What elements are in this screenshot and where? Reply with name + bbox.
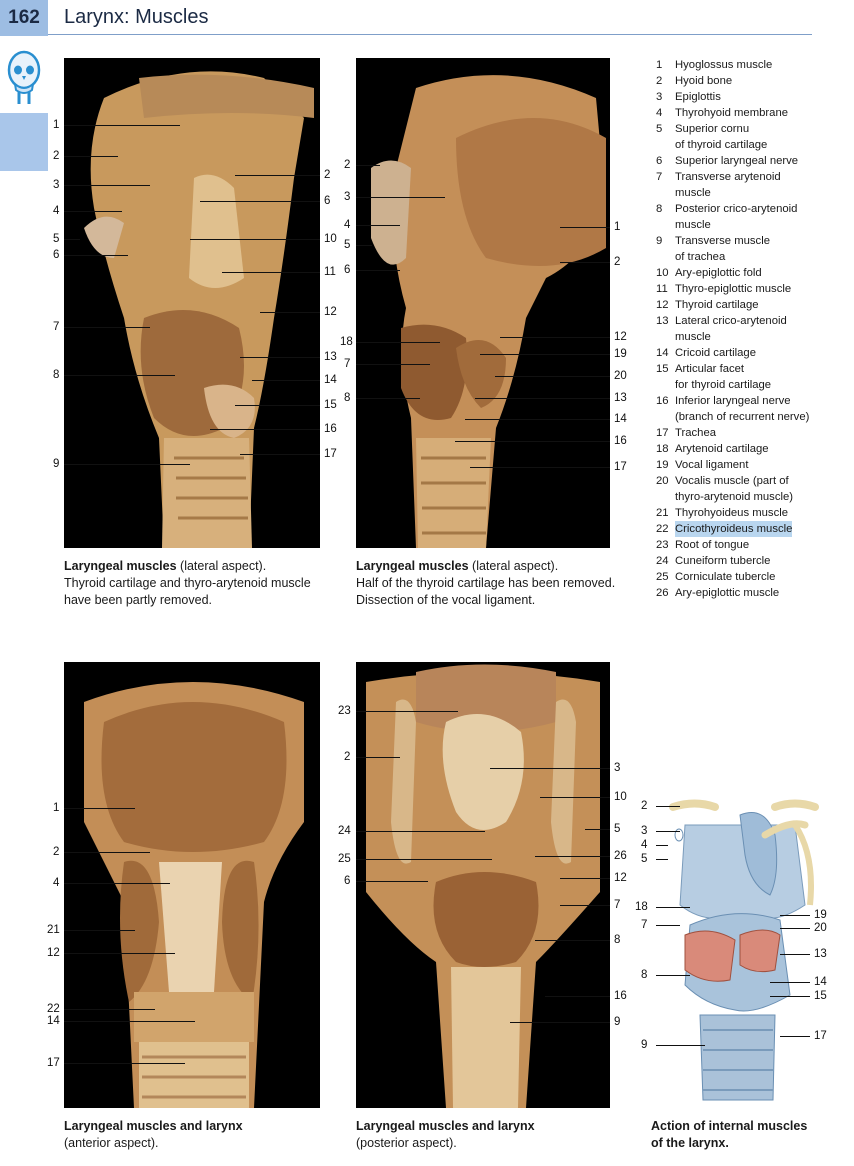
legend-text: Transverse arytenoid xyxy=(675,171,781,183)
leader-line xyxy=(64,1063,185,1064)
caption-4-line-1: (posterior aspect). xyxy=(356,1136,457,1150)
figure-label: 5 xyxy=(344,239,351,251)
figure-label: 6 xyxy=(344,875,351,887)
figure-label: 13 xyxy=(614,392,627,404)
leader-line xyxy=(64,239,80,240)
leader-line xyxy=(356,197,445,198)
figure-label: 2 xyxy=(614,256,621,268)
leader-line xyxy=(64,327,150,328)
leader-line xyxy=(356,757,400,758)
caption-5-bold: Action of internal muscles xyxy=(651,1119,808,1133)
caption-2-line-1: Half of the thyroid cartilage has been removed. xyxy=(356,576,616,590)
legend-item xyxy=(656,585,846,601)
legend-number: 1 xyxy=(656,59,663,71)
figure-label: 17 xyxy=(614,461,627,473)
caption-panel-5 xyxy=(651,1118,807,1152)
legend-item xyxy=(656,521,846,537)
figure-label: 25 xyxy=(338,853,351,865)
legend-number: 5 xyxy=(656,123,663,135)
legend-text: Thyro-epiglottic muscle xyxy=(675,283,792,295)
leader-line xyxy=(495,376,610,377)
legend-number: 2 xyxy=(656,75,663,87)
figure-label: 12 xyxy=(614,331,627,343)
legend-text: Hyoid bone xyxy=(675,75,733,87)
figure-label: 8 xyxy=(344,392,351,404)
legend-item xyxy=(656,265,846,281)
legend-item xyxy=(656,73,846,89)
figure-label: 15 xyxy=(814,990,827,1002)
legend-item xyxy=(656,89,846,105)
figure-label: 15 xyxy=(324,399,337,411)
leader-line xyxy=(770,996,810,997)
figure-label: 2 xyxy=(344,751,351,763)
legend-number: 15 xyxy=(656,363,669,375)
legend-text: Cricothyroideus muscle xyxy=(675,523,793,535)
legend-text: muscle xyxy=(675,187,711,199)
legend-number: 12 xyxy=(656,299,669,311)
legend-number: 6 xyxy=(656,155,663,167)
legend-text: muscle xyxy=(675,331,711,343)
caption-2-line-2: Dissection of the vocal ligament. xyxy=(356,593,536,607)
leader-line xyxy=(64,808,135,809)
legend-item xyxy=(656,121,846,153)
leader-line xyxy=(64,953,175,954)
leader-line xyxy=(465,419,610,420)
leader-line xyxy=(656,806,680,807)
figure-label: 13 xyxy=(324,351,337,363)
figure-label: 11 xyxy=(324,266,336,278)
leader-line xyxy=(656,845,668,846)
legend-number: 10 xyxy=(656,267,669,279)
leader-line xyxy=(356,225,400,226)
leader-line xyxy=(656,831,680,832)
legend-number: 9 xyxy=(656,235,663,247)
leader-line xyxy=(64,464,190,465)
figure-label: 12 xyxy=(614,872,627,884)
figure-label: 7 xyxy=(53,321,60,333)
leader-line xyxy=(64,852,150,853)
legend-text: Lateral crico-arytenoid xyxy=(675,315,787,327)
legend-item xyxy=(656,201,846,233)
leader-line xyxy=(235,175,320,176)
leader-line xyxy=(356,364,430,365)
figure-label: 4 xyxy=(53,205,60,217)
caption-panel-1 xyxy=(64,558,311,609)
legend-number: 24 xyxy=(656,555,669,567)
legend-item xyxy=(656,505,846,521)
leader-line xyxy=(656,859,668,860)
leader-line xyxy=(585,829,610,830)
leader-line xyxy=(356,831,485,832)
leader-line xyxy=(64,125,180,126)
legend-item xyxy=(656,473,846,505)
leader-line xyxy=(780,915,810,916)
leader-line xyxy=(356,342,440,343)
legend-item xyxy=(656,281,846,297)
figure-label: 9 xyxy=(614,1016,621,1028)
leader-line xyxy=(770,982,810,983)
figure-label: 2 xyxy=(53,150,60,162)
figure-label: 5 xyxy=(614,823,621,835)
figure-label: 7 xyxy=(344,358,351,370)
figure-label: 16 xyxy=(614,435,627,447)
legend-text: Epiglottis xyxy=(675,91,721,103)
leader-line xyxy=(656,925,680,926)
leader-line xyxy=(210,429,320,430)
figure-label: 7 xyxy=(641,919,648,931)
caption-1-rest: (lateral aspect). xyxy=(176,559,267,573)
legend-item xyxy=(656,313,846,345)
leader-line xyxy=(235,405,320,406)
legend-text: Vocal ligament xyxy=(675,459,749,471)
caption-1-line-1: Thyroid cartilage and thyro-arytenoid muscle xyxy=(64,576,311,590)
leader-line xyxy=(535,856,610,857)
legend-text: Cuneiform tubercle xyxy=(675,555,771,567)
figure-label: 6 xyxy=(344,264,351,276)
leader-line xyxy=(480,354,610,355)
figure-label: 14 xyxy=(47,1015,60,1027)
legend-item xyxy=(656,105,846,121)
photo-posterior xyxy=(356,662,610,1108)
figure-label: 2 xyxy=(641,800,648,812)
leader-line xyxy=(560,262,610,263)
legend-number: 3 xyxy=(656,91,663,103)
photo-lateral-2 xyxy=(356,58,610,548)
legend-text: Posterior crico-arytenoid xyxy=(675,203,798,215)
leader-line xyxy=(260,312,320,313)
legend-text: Ary-epiglottic muscle xyxy=(675,587,780,599)
figure-label: 7 xyxy=(614,899,621,911)
legend-item xyxy=(656,393,846,425)
caption-panel-3 xyxy=(64,1118,243,1152)
legend-text: Articular facet xyxy=(675,363,745,375)
legend-text: Transverse muscle xyxy=(675,235,771,247)
figure-label: 16 xyxy=(324,423,337,435)
figure-label: 14 xyxy=(324,374,337,386)
leader-line xyxy=(656,907,690,908)
legend-text: Vocalis muscle (part of xyxy=(675,475,789,487)
title-rule xyxy=(48,34,812,35)
figure-label: 17 xyxy=(47,1057,60,1069)
caption-2-rest: (lateral aspect). xyxy=(468,559,559,573)
leader-line xyxy=(200,201,320,202)
legend-text: muscle xyxy=(675,219,711,231)
legend-number: 16 xyxy=(656,395,669,407)
page-title: Larynx: Muscles xyxy=(64,6,209,28)
skull-icon xyxy=(6,48,42,106)
figure-label: 4 xyxy=(641,839,648,851)
leader-line xyxy=(190,239,320,240)
leader-line xyxy=(64,930,135,931)
legend-text: Arytenoid cartilage xyxy=(675,443,769,455)
legend-text: Superior cornu xyxy=(675,123,750,135)
leader-line xyxy=(64,883,170,884)
figure-label: 18 xyxy=(635,901,648,913)
figure-label: 16 xyxy=(614,990,627,1002)
caption-panel-4 xyxy=(356,1118,535,1152)
legend-item xyxy=(656,537,846,553)
leader-line xyxy=(780,1036,810,1037)
legend-number: 7 xyxy=(656,171,663,183)
figure-label: 2 xyxy=(324,169,331,181)
figure-label: 12 xyxy=(324,306,337,318)
leader-line xyxy=(356,711,458,712)
caption-2-bold: Laryngeal muscles xyxy=(356,559,469,573)
leader-line xyxy=(510,1022,610,1023)
figure-label: 22 xyxy=(47,1003,60,1015)
figure-label: 26 xyxy=(614,850,627,862)
figure-label: 2 xyxy=(53,846,60,858)
legend-text: Thyrohyoid membrane xyxy=(675,107,789,119)
legend-text: Thyroid cartilage xyxy=(675,299,759,311)
caption-1-bold: Laryngeal muscles xyxy=(64,559,177,573)
leader-line xyxy=(490,768,610,769)
figure-label: 3 xyxy=(344,191,351,203)
leader-line xyxy=(64,1021,195,1022)
legend-number: 17 xyxy=(656,427,669,439)
leader-line xyxy=(500,337,610,338)
figure-label: 12 xyxy=(47,947,60,959)
figure-label: 20 xyxy=(814,922,827,934)
legend-item xyxy=(656,297,846,313)
leader-line xyxy=(240,454,320,455)
leader-line xyxy=(780,928,810,929)
legend-text: (branch of recurrent nerve) xyxy=(675,411,810,423)
leader-line xyxy=(356,398,420,399)
leader-line xyxy=(545,996,610,997)
caption-3-line-1: (anterior aspect). xyxy=(64,1136,159,1150)
leader-line xyxy=(560,878,610,879)
legend-item xyxy=(656,569,846,585)
legend-number: 25 xyxy=(656,571,669,583)
figure-label: 8 xyxy=(641,969,648,981)
section-tab xyxy=(0,113,48,171)
caption-3-bold: Laryngeal muscles and larynx xyxy=(64,1119,243,1133)
illustration-internal-muscles xyxy=(655,795,820,1105)
leader-line xyxy=(560,905,610,906)
leader-line xyxy=(64,156,118,157)
figure-label: 17 xyxy=(324,448,337,460)
leader-line xyxy=(475,398,610,399)
legend-number: 14 xyxy=(656,347,669,359)
leader-line xyxy=(356,859,492,860)
legend-number: 23 xyxy=(656,539,669,551)
legend-text: of thyroid cartilage xyxy=(675,139,768,151)
figure-label: 1 xyxy=(53,119,60,131)
legend-number: 11 xyxy=(656,283,668,295)
figure-label: 2 xyxy=(344,159,351,171)
legend-text: Cricoid cartilage xyxy=(675,347,756,359)
figure-label: 1 xyxy=(53,802,60,814)
figure-label: 23 xyxy=(338,705,351,717)
legend-text: Superior laryngeal nerve xyxy=(675,155,799,167)
leader-line xyxy=(560,227,610,228)
legend-text: Ary-epiglottic fold xyxy=(675,267,762,279)
leader-line xyxy=(64,1009,155,1010)
legend-text: Trachea xyxy=(675,427,717,439)
figure-label: 6 xyxy=(53,249,60,261)
leader-line xyxy=(656,975,690,976)
leader-line xyxy=(656,1045,705,1046)
leader-line xyxy=(356,165,380,166)
figure-label: 21 xyxy=(47,924,60,936)
leader-line xyxy=(535,940,610,941)
legend-item xyxy=(656,441,846,457)
legend-text: of trachea xyxy=(675,251,726,263)
leader-line xyxy=(356,245,372,246)
leader-line xyxy=(252,380,320,381)
figure-label: 10 xyxy=(614,791,627,803)
leader-line xyxy=(240,357,320,358)
legend-text: Thyrohyoideus muscle xyxy=(675,507,789,519)
legend-number: 21 xyxy=(656,507,669,519)
figure-label: 17 xyxy=(814,1030,827,1042)
legend-item xyxy=(656,457,846,473)
legend-item xyxy=(656,153,846,169)
page-number: 162 xyxy=(0,0,48,36)
figure-label: 4 xyxy=(344,219,351,231)
figure-label: 20 xyxy=(614,370,627,382)
legend-item xyxy=(656,425,846,441)
caption-5-line-1: of the larynx. xyxy=(651,1136,729,1150)
caption-panel-2 xyxy=(356,558,615,609)
photo-anterior xyxy=(64,662,320,1108)
figure-label: 8 xyxy=(53,369,60,381)
leader-line xyxy=(540,797,610,798)
legend-item xyxy=(656,361,846,393)
caption-1-line-2: have been partly removed. xyxy=(64,593,213,607)
legend-number: 13 xyxy=(656,315,669,327)
legend-number: 19 xyxy=(656,459,669,471)
leader-line xyxy=(222,272,320,273)
figure-label: 5 xyxy=(641,853,648,865)
figure-label: 1 xyxy=(614,221,621,233)
legend-number: 8 xyxy=(656,203,663,215)
leader-line xyxy=(780,954,810,955)
leader-line xyxy=(64,375,175,376)
figure-label: 4 xyxy=(53,877,60,889)
figure-label: 19 xyxy=(814,909,827,921)
figure-label: 3 xyxy=(614,762,621,774)
figure-label: 14 xyxy=(614,413,627,425)
leader-line xyxy=(64,185,150,186)
legend-text: Hyoglossus muscle xyxy=(675,59,773,71)
legend-number: 18 xyxy=(656,443,669,455)
legend-item xyxy=(656,169,846,201)
legend-item xyxy=(656,57,846,73)
legend-text: Corniculate tubercle xyxy=(675,571,776,583)
figure-label: 8 xyxy=(614,934,621,946)
legend-text: for thyroid cartilage xyxy=(675,379,772,391)
leader-line xyxy=(470,467,610,468)
legend-item xyxy=(656,553,846,569)
figure-label: 10 xyxy=(324,233,337,245)
leader-line xyxy=(455,441,610,442)
figure-label: 18 xyxy=(340,336,353,348)
legend-number: 22 xyxy=(656,523,669,535)
legend-text: Inferior laryngeal nerve xyxy=(675,395,791,407)
figure-label: 19 xyxy=(614,348,627,360)
leader-line xyxy=(356,881,428,882)
leader-line xyxy=(356,270,400,271)
figure-label: 24 xyxy=(338,825,351,837)
figure-label: 9 xyxy=(53,458,60,470)
legend-item xyxy=(656,345,846,361)
photo-lateral-1 xyxy=(64,58,320,548)
legend-text: Root of tongue xyxy=(675,539,750,551)
legend-text: thyro-arytenoid muscle) xyxy=(675,491,794,503)
figure-label: 6 xyxy=(324,195,331,207)
figure-label: 3 xyxy=(53,179,60,191)
figure-label: 13 xyxy=(814,948,827,960)
legend-number: 20 xyxy=(656,475,669,487)
legend-number: 4 xyxy=(656,107,663,119)
leader-line xyxy=(64,255,128,256)
figure-label: 3 xyxy=(641,825,648,837)
legend-item xyxy=(656,233,846,265)
figure-label: 9 xyxy=(641,1039,648,1051)
figure-label: 5 xyxy=(53,233,60,245)
legend-number: 26 xyxy=(656,587,669,599)
figure-label: 14 xyxy=(814,976,827,988)
caption-4-bold: Laryngeal muscles and larynx xyxy=(356,1119,535,1133)
leader-line xyxy=(64,211,122,212)
